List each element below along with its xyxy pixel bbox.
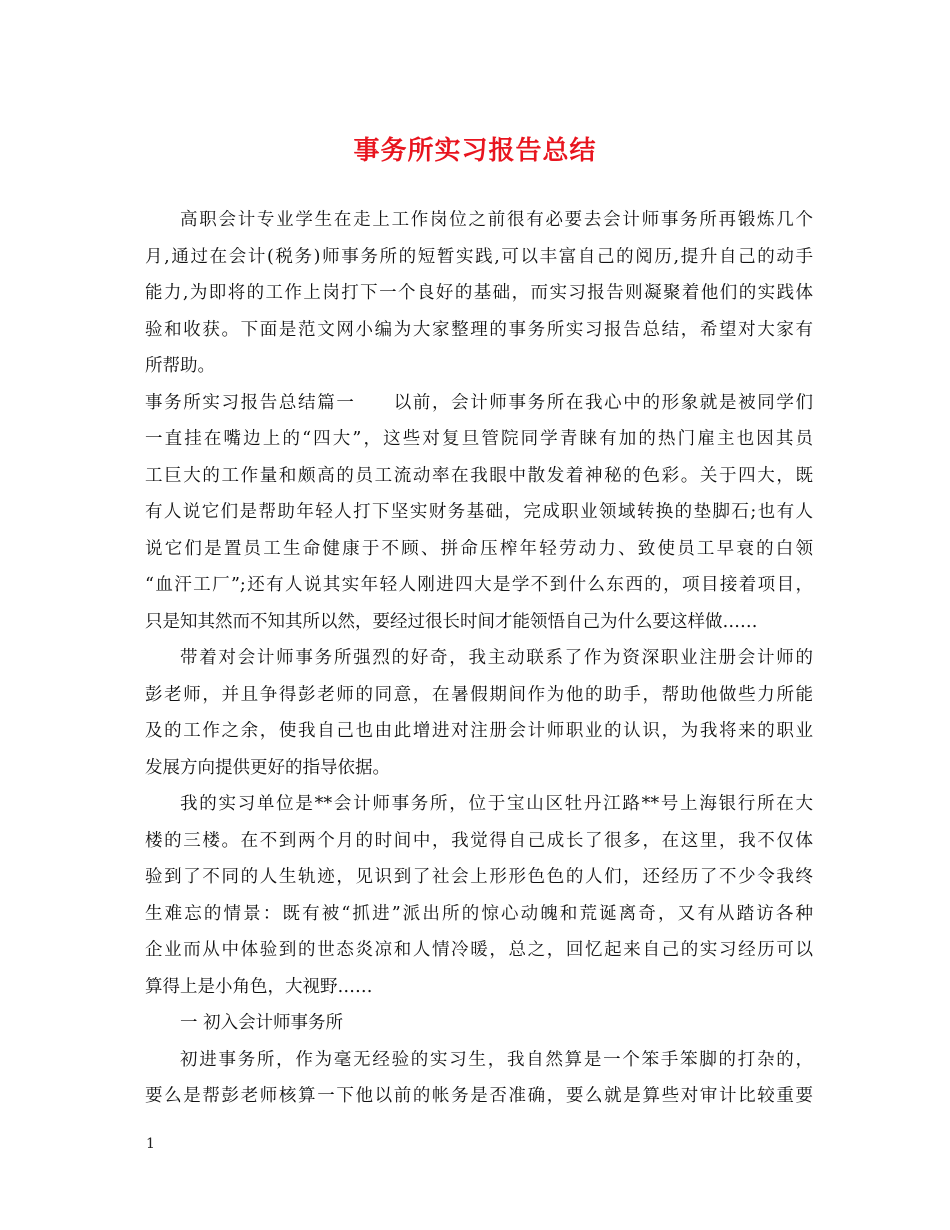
- body-line: 及的工作之余，使我自己也由此增进对注册会计师职业的认识，为我将来的职业: [145, 721, 813, 741]
- body-line: “血汗工厂”;还有人说其实年轻人刚进四大是学不到什么东西的，项目接着项目，: [145, 575, 813, 595]
- body-line: 企业而从中体验到的世态炎凉和人情冷暖，总之，回忆起来自己的实习经历可以: [145, 940, 813, 960]
- body-line: 发展方向提供更好的指导依据。: [145, 757, 390, 778]
- body-line: 所帮助。: [145, 356, 215, 376]
- body-line: 只是知其然而不知其所以然，要经过很长时间才能领悟自己为什么要这样做……: [145, 611, 758, 632]
- body-line: 工巨大的工作量和颇高的员工流动率在我眼中散发着神秘的色彩。关于四大，既: [145, 465, 813, 486]
- body-line: 验到了不同的人生轨迹，见识到了社会上形形色色的人们，还经历了不少令我终: [145, 867, 813, 887]
- body-line: 生难忘的情景：既有被“抓进”派出所的惊心动魄和荒诞离奇，又有从踏访各种: [145, 903, 813, 924]
- body-line: 说它们是置员工生命健康于不顾、拼命压榨年轻劳动力、致使员工早衰的白领: [145, 538, 813, 559]
- body-line: 月,通过在会计(税务)师事务所的短暂实践,可以丰富自己的阅历,提升自己的动手: [145, 246, 813, 267]
- section-heading: 一 初入会计师事务所: [180, 1013, 344, 1033]
- page-number: 1: [146, 1136, 155, 1152]
- body-line: 能力,为即将的工作上岗打下一个良好的基础，而实习报告则凝聚着他们的实践体: [145, 283, 813, 303]
- document-title: 事务所实习报告总结: [353, 136, 597, 166]
- body-line: 要么是帮彭老师核算一下他以前的帐务是否准确，要么就是算些对审计比较重要: [145, 1086, 813, 1106]
- body-line: 验和收获。下面是范文网小编为大家整理的事务所实习报告总结，希望对大家有: [145, 319, 813, 340]
- body-line: 有人说它们是帮助年轻人打下坚实财务基础，完成职业领域转换的垫脚石;也有人: [145, 502, 813, 522]
- body-line: 带着对会计师事务所强烈的好奇，我主动联系了作为资深职业注册会计师的: [180, 648, 813, 668]
- body-line: 我的实习单位是**会计师事务所，位于宝山区牡丹江路**号上海银行所在大: [180, 794, 813, 814]
- body-line: 高职会计专业学生在走上工作岗位之前很有必要去会计师事务所再锻炼几个: [180, 210, 813, 230]
- body-line: 一直挂在嘴边上的“四大”，这些对复旦管院同学青睐有加的热门雇主也因其员: [145, 429, 813, 449]
- body-line: 初进事务所，作为毫无经验的实习生，我自然算是一个笨手笨脚的打杂的，: [180, 1049, 813, 1070]
- body-line: 楼的三楼。在不到两个月的时间中，我觉得自己成长了很多，在这里，我不仅体: [145, 830, 813, 851]
- body-line: 算得上是小角色，大视野……: [145, 976, 373, 997]
- document-body: [145, 202, 813, 1115]
- body-line: 彭老师，并且争得彭老师的同意，在暑假期间作为他的助手，帮助他做些力所能: [145, 684, 813, 705]
- body-line: 事务所实习报告总结篇一 以前，会计师事务所在我心中的形象就是被同学们: [145, 392, 813, 413]
